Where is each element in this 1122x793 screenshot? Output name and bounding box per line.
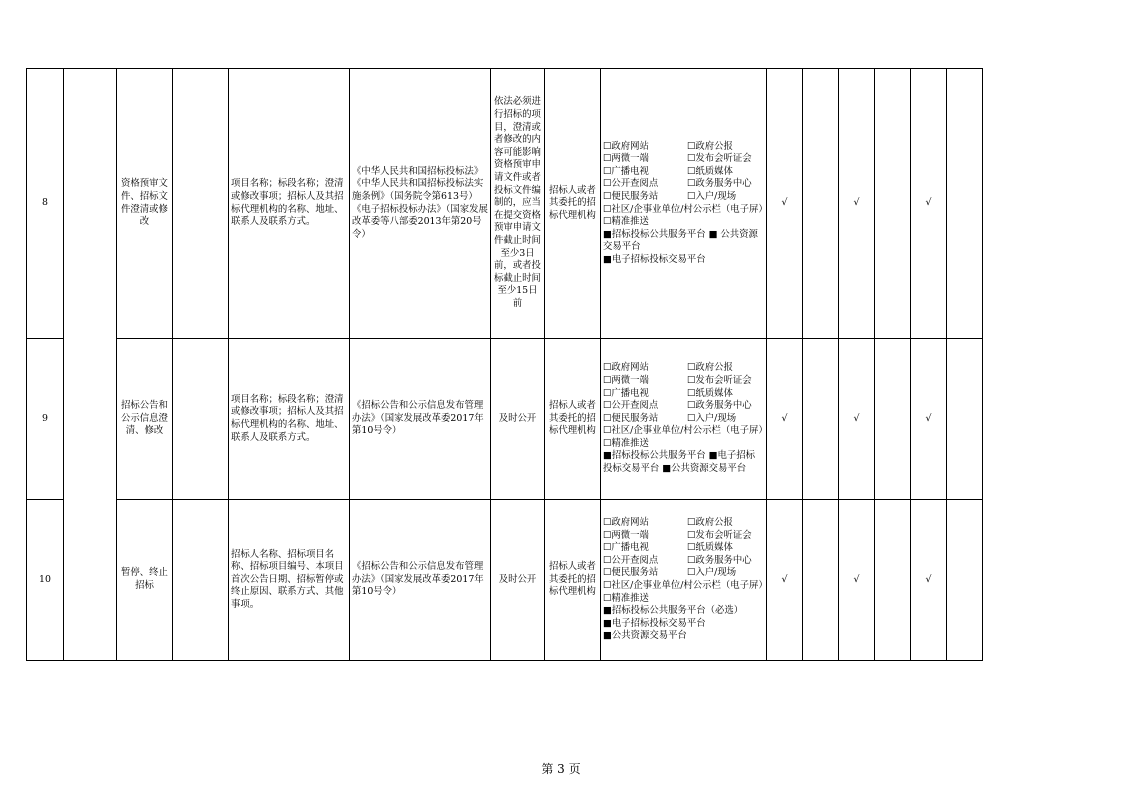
disclosure-channels [601,339,767,500]
empty-cell [173,339,229,500]
disclosure-subject: 招标人或者其委托的招标代理机构 [545,69,601,339]
channel-option: ☐两微一端 [603,374,649,386]
disclosure-content: 招标人名称、招标项目名称、招标项目编号、本项目首次公告日期、招标暂停或终止原因、联系方式、其他事项。 [229,500,350,661]
channel-option: ☐政府公报 [687,140,733,152]
channel-option: ☐社区/企事业单位/村公示栏（电子屏） [603,203,768,215]
check-mark: √ [911,69,947,339]
channel-option: ☐政务服务中心 [687,178,752,190]
disclosure-item: 资格预审文件、招标文件澄清或修改 [117,69,173,339]
check-mark [803,339,839,500]
check-mark: √ [839,69,875,339]
channel-option: ☐政府网站 [603,140,649,152]
check-mark: √ [839,500,875,661]
channel-option: ☐便民服务站 [603,190,659,202]
disclosure-channels [601,500,767,661]
row-index: 10 [27,500,64,661]
check-mark [947,69,983,339]
disclosure-basis: 《招标公告和公示信息发布管理办法》（国家发展改革委2017年第10号令） [350,500,491,661]
check-mark [947,500,983,661]
channel-option: ☐精准推送 [603,437,649,449]
channel-option: ☐政府网站 [603,362,649,374]
disclosure-item: 暂停、终止招标 [117,500,173,661]
disclosure-item: 招标公告和公示信息澄清、修改 [117,339,173,500]
row-index: 9 [27,339,64,500]
page-number: 第 3 页 [541,762,581,776]
check-mark: √ [767,69,803,339]
channel-option: ☐两微一端 [603,529,649,541]
channel-option: ☐政府公报 [687,362,733,374]
disclosure-basis [350,69,491,339]
channel-option: ☐入户/现场 [687,190,737,202]
check-mark: √ [911,500,947,661]
channel-option: ☐发布会听证会 [687,529,752,541]
channel-option: ☐政务服务中心 [687,554,752,566]
channel-option: ■电子招标投标交易平台 [603,617,706,629]
channel-option: ☐发布会听证会 [687,153,752,165]
disclosure-subject: 招标人或者其委托的招标代理机构 [545,339,601,500]
channel-option: ☐精准推送 [603,216,649,228]
channel-option: ☐纸质媒体 [687,165,733,177]
check-mark [803,69,839,339]
channel-option: ☐便民服务站 [603,567,659,579]
table-row [27,339,983,500]
channel-option: ■招标投标公共服务平台（必选） [603,605,744,617]
disclosure-content: 项目名称；标段名称；澄清或修改事项；招标人及其招标代理机构的名称、地址、联系人及联系方式。 [229,339,350,500]
disclosure-time: 依法必须进行招标的项目，澄清或者修改的内容可能影响资格预审申请文件或者投标文件编制的，应当在提交资格预审申请文件截止时间至少3日前，或者投标截止时间至少15日前 [491,69,545,339]
disclosure-table [26,68,983,661]
check-mark: √ [767,500,803,661]
check-mark [875,69,911,339]
channel-option: ☐社区/企事业单位/村公示栏（电子屏） [603,580,768,591]
channel-option: ☐发布会听证会 [687,374,752,386]
check-mark: √ [839,339,875,500]
disclosure-content: 项目名称；标段名称；澄清或修改事项；招标人及其招标代理机构的名称、地址、联系人及联系方式。 [229,69,350,339]
channel-option: ☐公开查阅点 [603,554,659,566]
check-mark: √ [911,339,947,500]
channel-option: ☐社区/企事业单位/村公示栏（电子屏） [603,425,768,437]
check-mark [875,500,911,661]
table-row [27,69,983,339]
channel-option: ☐精准推送 [603,592,649,604]
channel-option: ☐广播电视 [603,542,649,554]
channel-option: ☐广播电视 [603,165,649,177]
channel-option: ☐政务服务中心 [687,400,752,412]
channel-option: ☐入户/现场 [687,567,737,579]
channel-option: ☐纸质媒体 [687,387,733,399]
channel-option: ☐公开查阅点 [603,400,659,412]
channel-option: ☐公开查阅点 [603,178,659,190]
channel-option: ■电子招标投标交易平台 [603,253,706,265]
channel-option: ☐政府公报 [687,517,733,529]
check-mark [803,500,839,661]
disclosure-time: 及时公开 [491,339,545,500]
channel-option: ☐便民服务站 [603,412,659,424]
channel-option: ☐纸质媒体 [687,542,733,554]
channel-option: ☐两微一端 [603,153,649,165]
channel-option: ■招标投标公共服务平台 ■ 公共资源交易平台 [603,228,758,253]
row-index: 8 [27,69,64,339]
check-mark [875,339,911,500]
channel-option: ■招标投标公共服务平台 ■电子招标投标交易平台 ■公共资源交易平台 [603,450,755,475]
channel-option: ☐广播电视 [603,387,649,399]
empty-cell [173,69,229,339]
table-row [27,500,983,661]
check-mark [947,339,983,500]
channel-option: ■公共资源交易平台 [603,630,687,642]
disclosure-basis: 《招标公告和公示信息发布管理办法》（国家发展改革委2017年第10号令） [350,339,491,500]
disclosure-time: 及时公开 [491,500,545,661]
disclosure-subject: 招标人或者其委托的招标代理机构 [545,500,601,661]
empty-cell [173,500,229,661]
channel-option: ☐政府网站 [603,517,649,529]
channel-option: ☐入户/现场 [687,412,737,424]
merged-category-cell [64,69,117,661]
basis-text: 《中华人民共和国招标投标法》 《中华人民共和国招标投标法实施条例》（国务院令第613号） 《电子招标投标办法》（国家发展改革委等八部委2013年第20号令） [352,165,488,240]
check-mark: √ [767,339,803,500]
disclosure-channels [601,69,767,339]
